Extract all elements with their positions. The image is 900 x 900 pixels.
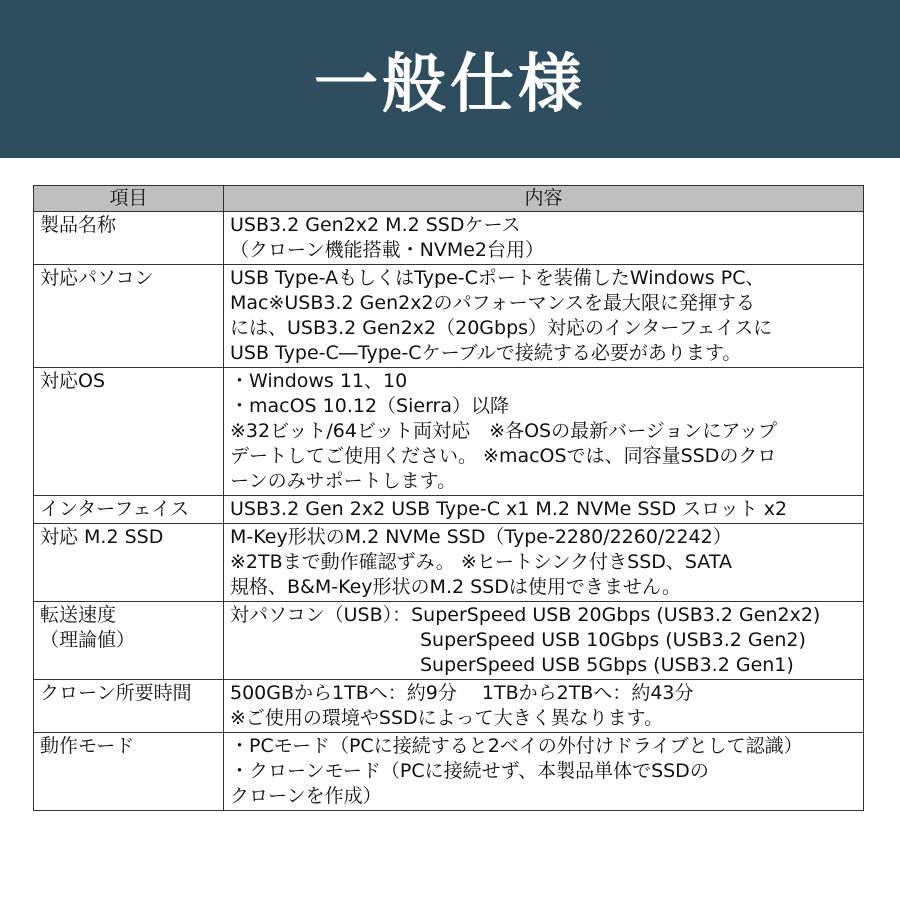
row-label-text: 動作モード xyxy=(40,735,135,757)
table-row-clone-time xyxy=(34,680,864,733)
table-row-transfer-speed xyxy=(34,602,864,680)
content-line: ・クローンモード（PCに接続せず、本製品単体でSSDの xyxy=(230,760,709,782)
content-line: 規格、B&M-Key形状のM.2 SSDは使用できません。 xyxy=(230,576,681,598)
content-line: USB Type-C―Type-Cケーブルで接続する必要があります。 xyxy=(230,342,742,364)
content-line: ※32ビット/64ビット両対応 ※各OSの最新バージョンにアップ xyxy=(230,420,778,442)
content-line: USB Type-AもしくはType-Cポートを装備したWindows PC、 xyxy=(230,267,765,289)
row-content xyxy=(224,680,864,733)
row-label xyxy=(34,733,224,811)
page-title: 一般仕様 xyxy=(314,48,586,122)
spec-table xyxy=(33,185,864,811)
row-label-text: 対応パソコン xyxy=(40,267,154,289)
content-line: ーンのみサポートします。 xyxy=(230,470,457,492)
row-label-text: 対応 M.2 SSD xyxy=(40,526,164,548)
row-label-text: 製品名称 xyxy=(40,214,117,236)
table-row-compatible-pc xyxy=(34,265,864,368)
content-line: ・Windows 11、10 xyxy=(230,370,408,392)
content-line: デートしてご使用ください。 ※macOSでは、同容量SSDのクロ xyxy=(230,445,777,467)
content-line: ・PCモード（PCに接続すると2ベイの外付けドライブとして認識） xyxy=(230,735,803,757)
row-label-text: インターフェイス xyxy=(40,498,190,520)
content-line: ・macOS 10.12（Sierra）以降 xyxy=(230,395,510,417)
content-line: （クローン機能搭載・NVMe2台用） xyxy=(230,239,545,261)
row-label xyxy=(34,212,224,265)
row-label-text: 転送速度 xyxy=(40,604,117,626)
content-line: 対パソコン（USB）：SuperSpeed USB 20Gbps (USB3.2 Gen2x2) xyxy=(230,604,821,626)
row-content xyxy=(224,212,864,265)
row-label xyxy=(34,602,224,680)
row-content xyxy=(224,496,864,524)
title-banner xyxy=(0,0,900,158)
content-line: SuperSpeed USB 5Gbps (USB3.2 Gen1) xyxy=(420,654,794,676)
content-line: ※2TBまで動作確認ずみ。 ※ヒートシンク付きSSD、SATA xyxy=(230,551,732,573)
table-row-operation-mode xyxy=(34,733,864,811)
row-label xyxy=(34,368,224,496)
table-header-row xyxy=(34,186,864,212)
row-label xyxy=(34,265,224,368)
row-content xyxy=(224,368,864,496)
content-line: USB3.2 Gen2x2 M.2 SSDケース xyxy=(230,214,521,236)
row-content xyxy=(224,602,864,680)
row-label xyxy=(34,496,224,524)
content-line: には、USB3.2 Gen2x2（20Gbps）対応のインターフェイスに xyxy=(230,317,773,339)
content-line: クローンを作成） xyxy=(230,785,382,807)
table-row-interface xyxy=(34,496,864,524)
content-line: M-Key形状のM.2 NVMe SSD（Type-2280/2260/2242） xyxy=(230,526,732,548)
row-label xyxy=(34,524,224,602)
header-item: 項目 xyxy=(34,186,224,212)
row-content xyxy=(224,524,864,602)
content-line: SuperSpeed USB 10Gbps (USB3.2 Gen2) xyxy=(420,629,806,651)
content-line: Mac※USB3.2 Gen2x2のパフォーマンスを最大限に発揮する xyxy=(230,292,756,314)
row-label xyxy=(34,680,224,733)
content-line: USB3.2 Gen 2x2 USB Type-C x1 M.2 NVMe SSD スロット x2 xyxy=(230,498,788,520)
row-label-text: 対応OS xyxy=(40,370,106,392)
table-row-product-name xyxy=(34,212,864,265)
header-content: 内容 xyxy=(224,186,864,212)
row-content xyxy=(224,265,864,368)
row-label-text: （理論値） xyxy=(40,629,136,651)
row-content xyxy=(224,733,864,811)
table-row-compatible-os xyxy=(34,368,864,496)
table-row-compatible-ssd xyxy=(34,524,864,602)
content-line: 500GBから1TBへ：約9分 1TBから2TBへ：約43分 xyxy=(230,682,694,704)
content-line: ※ご使用の環境やSSDによって大きく異なります。 xyxy=(230,707,664,729)
row-label-text: クローン所要時間 xyxy=(40,682,192,704)
